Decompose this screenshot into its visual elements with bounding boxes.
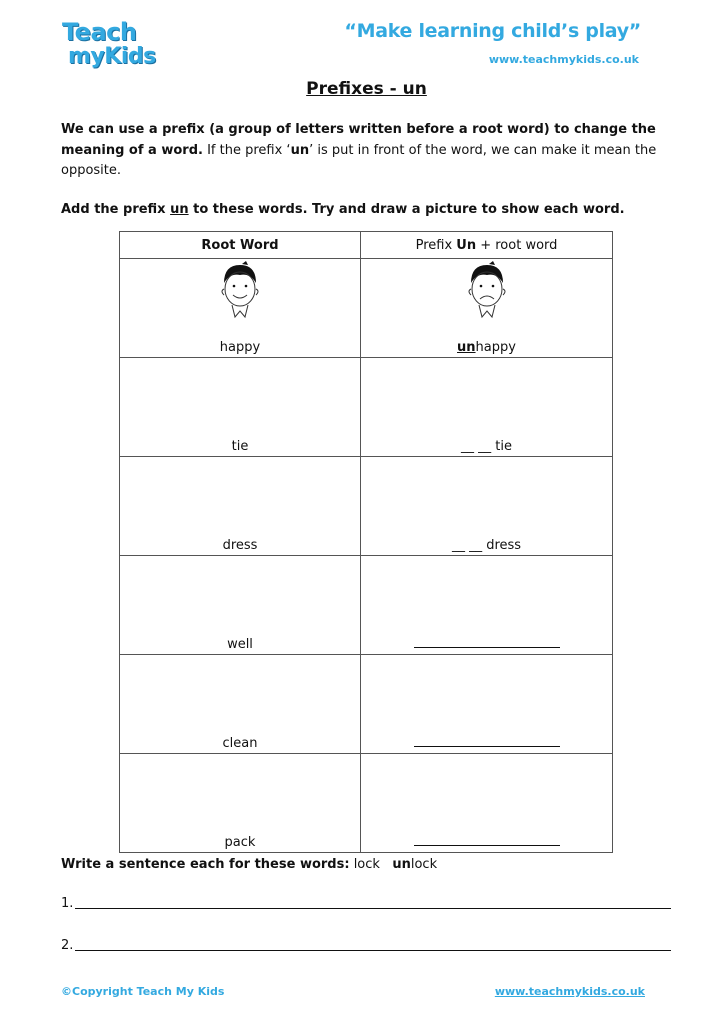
instruction-after: to these words. Try and draw a picture to show each word. bbox=[188, 202, 625, 217]
answer-word: __ __ tie bbox=[461, 439, 512, 454]
sad-face-icon bbox=[465, 261, 509, 321]
answer-cell[interactable] bbox=[361, 358, 613, 457]
header-un-label: Un bbox=[456, 237, 477, 253]
intro-bold-text: We can use a prefix (a group of letters written before a root word) to change the meaning of a word. bbox=[61, 122, 656, 158]
answer-cell[interactable] bbox=[361, 457, 613, 556]
table-row bbox=[120, 556, 613, 655]
table-row bbox=[120, 655, 613, 754]
header-prefix-root bbox=[361, 232, 613, 259]
root-word: pack bbox=[224, 835, 256, 850]
table-row bbox=[120, 754, 613, 853]
teach-my-kids-logo bbox=[58, 18, 162, 74]
logo-line-1: Teach bbox=[62, 18, 137, 46]
sentence-rule bbox=[75, 950, 671, 951]
root-word: clean bbox=[222, 736, 258, 751]
footer-website-link[interactable]: www.teachmykids.co.uk bbox=[494, 985, 645, 998]
root-cell[interactable] bbox=[120, 457, 361, 556]
sentence-rule bbox=[75, 908, 671, 909]
answer-cell[interactable] bbox=[361, 655, 613, 754]
answer-blank-line[interactable] bbox=[414, 735, 560, 747]
sentence-label: Write a sentence each for these words: bbox=[61, 857, 350, 872]
happy-face-icon bbox=[218, 261, 262, 321]
root-cell[interactable] bbox=[120, 259, 361, 358]
answer-rest: happy bbox=[475, 340, 516, 355]
header-prefix-label: Prefix bbox=[415, 237, 457, 253]
sentence-line-2[interactable] bbox=[61, 935, 671, 953]
sentence-line-1[interactable] bbox=[61, 893, 671, 911]
footer-copyright: ©Copyright Teach My Kids bbox=[61, 985, 225, 998]
header-website: www.teachmykids.co.uk bbox=[488, 53, 639, 66]
sentence-word-lock-rest: lock bbox=[410, 857, 438, 872]
page-title: Prefixes - un bbox=[306, 79, 427, 99]
sentence-line-number: 1. bbox=[61, 896, 74, 911]
table-row bbox=[120, 358, 613, 457]
intro-prefix-bold: un bbox=[290, 142, 310, 158]
prefix-table bbox=[119, 231, 613, 853]
answer-cell[interactable] bbox=[361, 259, 613, 358]
sentence-line-number: 2. bbox=[61, 938, 74, 953]
instruction-prefix: un bbox=[170, 202, 189, 217]
table-row bbox=[120, 259, 613, 358]
instruction-before: Add the prefix bbox=[61, 202, 171, 217]
instruction bbox=[61, 202, 681, 217]
header-root-label: + root word bbox=[476, 237, 558, 253]
answer-prefix: un bbox=[457, 340, 476, 355]
root-cell[interactable] bbox=[120, 655, 361, 754]
root-word: tie bbox=[231, 439, 249, 454]
root-cell[interactable] bbox=[120, 358, 361, 457]
logo-line-2: myKids bbox=[68, 44, 156, 69]
intro-text-2: If the prefix ‘ bbox=[207, 142, 291, 158]
table-row bbox=[120, 457, 613, 556]
answer-cell[interactable] bbox=[361, 556, 613, 655]
answer-cell[interactable] bbox=[361, 754, 613, 853]
intro-paragraph bbox=[61, 120, 671, 182]
header-root-word: Root Word bbox=[120, 232, 361, 259]
root-word: happy bbox=[219, 340, 261, 355]
root-word: dress bbox=[222, 538, 258, 553]
sentence-instruction bbox=[61, 857, 437, 872]
answer-blank-line[interactable] bbox=[414, 636, 560, 648]
answer-blank-line[interactable] bbox=[414, 834, 560, 846]
root-cell[interactable] bbox=[120, 754, 361, 853]
intro-text-3: ’ is put in front of the word, we can make it mean the opposite. bbox=[61, 142, 657, 178]
answer-word bbox=[361, 340, 612, 355]
root-cell[interactable] bbox=[120, 556, 361, 655]
table-header-row bbox=[120, 232, 613, 259]
slogan: “Make learning child’s play” bbox=[344, 20, 641, 42]
sentence-word-lock: lock bbox=[353, 857, 380, 872]
sentence-word-un: un bbox=[392, 857, 411, 872]
answer-word: __ __ dress bbox=[451, 538, 522, 553]
root-word: well bbox=[227, 637, 253, 652]
